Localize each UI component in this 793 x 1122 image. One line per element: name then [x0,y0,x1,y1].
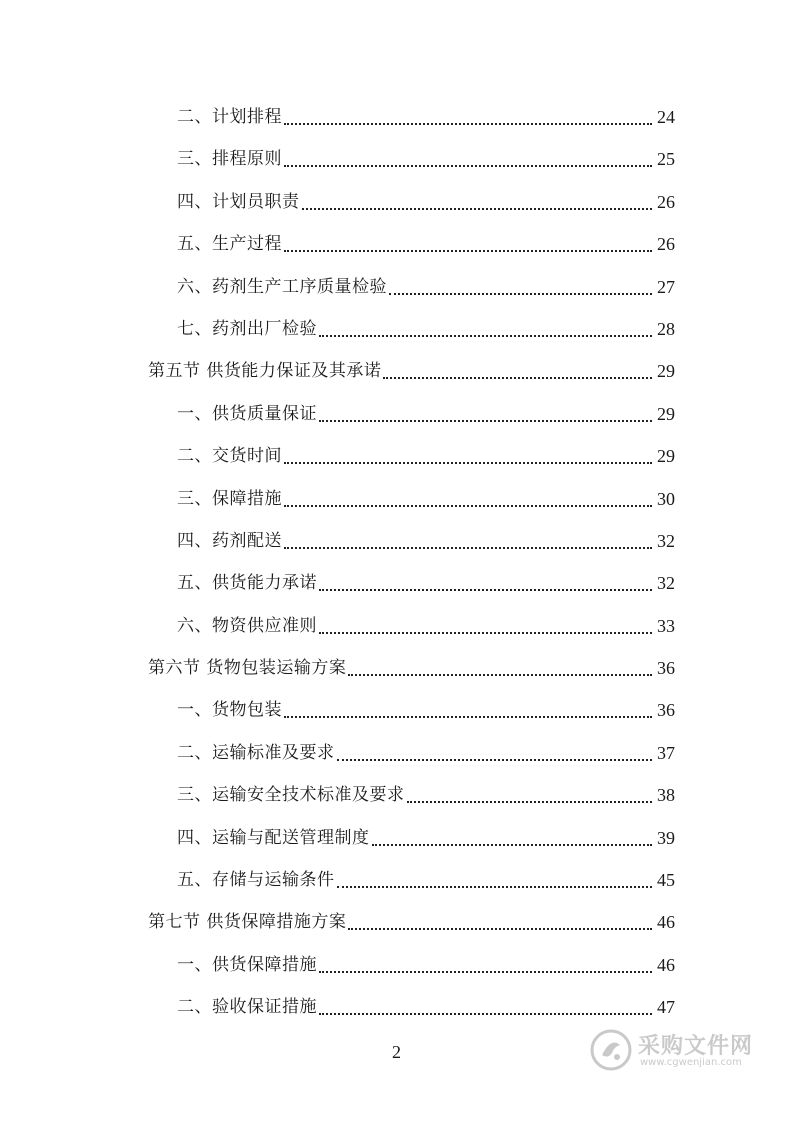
watermark [590,1027,760,1075]
toc-dot-leader [319,944,652,986]
toc-entry-page-number: 26 [657,191,675,212]
toc-subsection-entry[interactable] [0,944,793,986]
toc-entry-page-number: 26 [657,234,675,255]
watermark-url: www.cgwenjian.com [640,1057,742,1068]
toc-subsection-entry[interactable] [0,689,793,731]
toc-entry-page-number: 37 [657,742,675,763]
toc-entry-title: 六、药剂生产工序质量检验 [177,276,387,297]
toc-entry-title: 三、排程原则 [177,149,282,170]
toc-entry-page-number: 27 [657,276,675,297]
toc-entry-page-number: 32 [657,573,675,594]
toc-entry-title: 三、运输安全技术标准及要求 [177,785,405,806]
toc-dot-leader [319,393,652,435]
toc-dot-leader [284,96,652,138]
toc-dot-leader [348,901,652,943]
toc-entry-page-number: 25 [657,149,675,170]
toc-entry-title: 第六节 货物包装运输方案 [148,658,347,679]
table-of-contents [0,96,793,1029]
toc-entry-title: 四、计划员职责 [177,191,300,212]
toc-entry-page-number: 30 [657,488,675,509]
toc-entry-page-number: 29 [657,446,675,467]
toc-entry-title: 六、物资供应准则 [177,615,317,636]
toc-entry-title: 一、供货保障措施 [177,954,317,975]
toc-dot-leader [284,520,652,562]
page-number: 2 [392,1042,401,1062]
cgwenjian-logo-icon [590,1029,632,1071]
toc-entry-page-number: 28 [657,318,675,339]
watermark-title: 采购文件网 [638,1034,754,1059]
toc-dot-leader [284,138,652,180]
toc-entry-title: 四、运输与配送管理制度 [177,827,370,848]
toc-entry-title: 二、运输标准及要求 [177,742,335,763]
toc-dot-leader [319,308,652,350]
toc-dot-leader [407,774,653,816]
toc-subsection-entry[interactable] [0,478,793,520]
toc-section-entry[interactable] [0,350,793,392]
toc-entry-page-number: 33 [657,615,675,636]
toc-dot-leader [284,689,652,731]
toc-entry-page-number: 29 [657,403,675,424]
toc-section-entry[interactable] [0,901,793,943]
toc-entry-page-number: 45 [657,870,675,891]
toc-entry-title: 二、计划排程 [177,107,282,127]
toc-subsection-entry[interactable] [0,859,793,901]
toc-dot-leader [337,859,653,901]
toc-entry-page-number: 24 [657,107,675,127]
toc-entry-title: 二、验收保证措施 [177,997,317,1018]
toc-entry-title: 一、货物包装 [177,700,282,721]
toc-entry-title: 三、保障措施 [177,488,282,509]
toc-dot-leader [319,605,652,647]
toc-dot-leader [389,266,652,308]
toc-entry-page-number: 36 [657,658,675,679]
toc-entry-title: 第七节 供货保障措施方案 [148,912,347,933]
toc-dot-leader [383,350,652,392]
toc-entry-title: 四、药剂配送 [177,530,282,551]
toc-dot-leader [319,986,652,1028]
toc-subsection-entry[interactable] [0,435,793,477]
toc-subsection-entry[interactable] [0,605,793,647]
toc-subsection-entry[interactable] [0,393,793,435]
toc-subsection-entry[interactable] [0,774,793,816]
toc-dot-leader [372,817,653,859]
toc-subsection-entry[interactable] [0,308,793,350]
toc-entry-title: 五、生产过程 [177,234,282,255]
toc-dot-leader [284,435,652,477]
toc-entry-page-number: 36 [657,700,675,721]
toc-subsection-entry[interactable] [0,817,793,859]
toc-entry-page-number: 47 [657,997,675,1018]
toc-entry-title: 五、存储与运输条件 [177,870,335,891]
toc-dot-leader [348,647,652,689]
toc-dot-leader [319,562,652,604]
toc-subsection-entry[interactable] [0,181,793,223]
toc-entry-page-number: 29 [657,361,675,382]
toc-subsection-entry[interactable] [0,732,793,774]
toc-entry-title: 第五节 供货能力保证及其承诺 [148,361,382,382]
toc-subsection-entry[interactable] [0,986,793,1028]
toc-entry-page-number: 46 [657,912,675,933]
toc-dot-leader [284,478,652,520]
toc-subsection-entry[interactable] [0,223,793,265]
toc-subsection-entry[interactable] [0,520,793,562]
toc-subsection-entry[interactable] [0,562,793,604]
toc-entry-page-number: 46 [657,954,675,975]
toc-section-entry[interactable] [0,647,793,689]
toc-entry-page-number: 38 [657,785,675,806]
toc-entry-title: 七、药剂出厂检验 [177,318,317,339]
toc-dot-leader [302,181,653,223]
toc-entry-title: 五、供货能力承诺 [177,573,317,594]
toc-subsection-entry[interactable] [0,138,793,180]
toc-subsection-entry[interactable] [0,96,793,138]
toc-entry-page-number: 32 [657,530,675,551]
toc-entry-title: 二、交货时间 [177,446,282,467]
toc-entry-page-number: 39 [657,827,675,848]
toc-dot-leader [337,732,653,774]
toc-entry-title: 一、供货质量保证 [177,403,317,424]
toc-subsection-entry[interactable] [0,266,793,308]
toc-dot-leader [284,223,652,265]
